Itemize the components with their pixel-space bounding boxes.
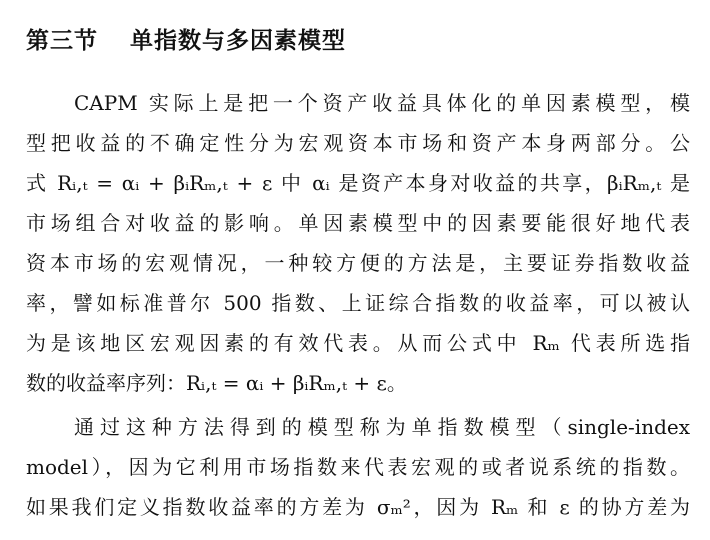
text-line: 型把收益的不确定性分为宏观资本市场和资产本身两部分。公 — [26, 131, 690, 155]
section-number: 第三节 — [26, 28, 98, 54]
text-line: 通过这种方法得到的模型称为单指数模型（single-index — [74, 415, 690, 439]
text-line: 率，譬如标准普尔 500 指数、上证综合指数的收益率，可以被认 — [26, 291, 690, 315]
text-line: 为是该地区宏观因素的有效代表。从而公式中 Rₘ 代表所选指 — [26, 331, 690, 355]
text-line: 资本市场的宏观情况，一种较方便的方法是，主要证券指数收益 — [26, 251, 690, 275]
text-line: 市场组合对收益的影响。单因素模型中的因素要能很好地代表 — [26, 211, 690, 235]
text-line: model），因为它利用市场指数来代表宏观的或者说系统的指数。 — [26, 455, 690, 479]
section-heading — [26, 22, 346, 55]
section-title: 单指数与多因素模型 — [130, 28, 346, 54]
text-line: CAPM 实际上是把一个资产收益具体化的单因素模型，模 — [74, 91, 690, 115]
text-line: 式 Rᵢ,ₜ = αᵢ + βᵢRₘ,ₜ + ε 中 αᵢ 是资产本身对收益的共享，βᵢRₘ,ₜ 是 — [26, 171, 690, 195]
text-line: 如果我们定义指数收益率的方差为 σₘ²，因为 Rₘ 和 ε 的协方差为 — [26, 495, 690, 519]
text-line: 数的收益率序列：Rᵢ,ₜ = αᵢ + βᵢRₘ,ₜ + ε。 — [26, 371, 407, 395]
